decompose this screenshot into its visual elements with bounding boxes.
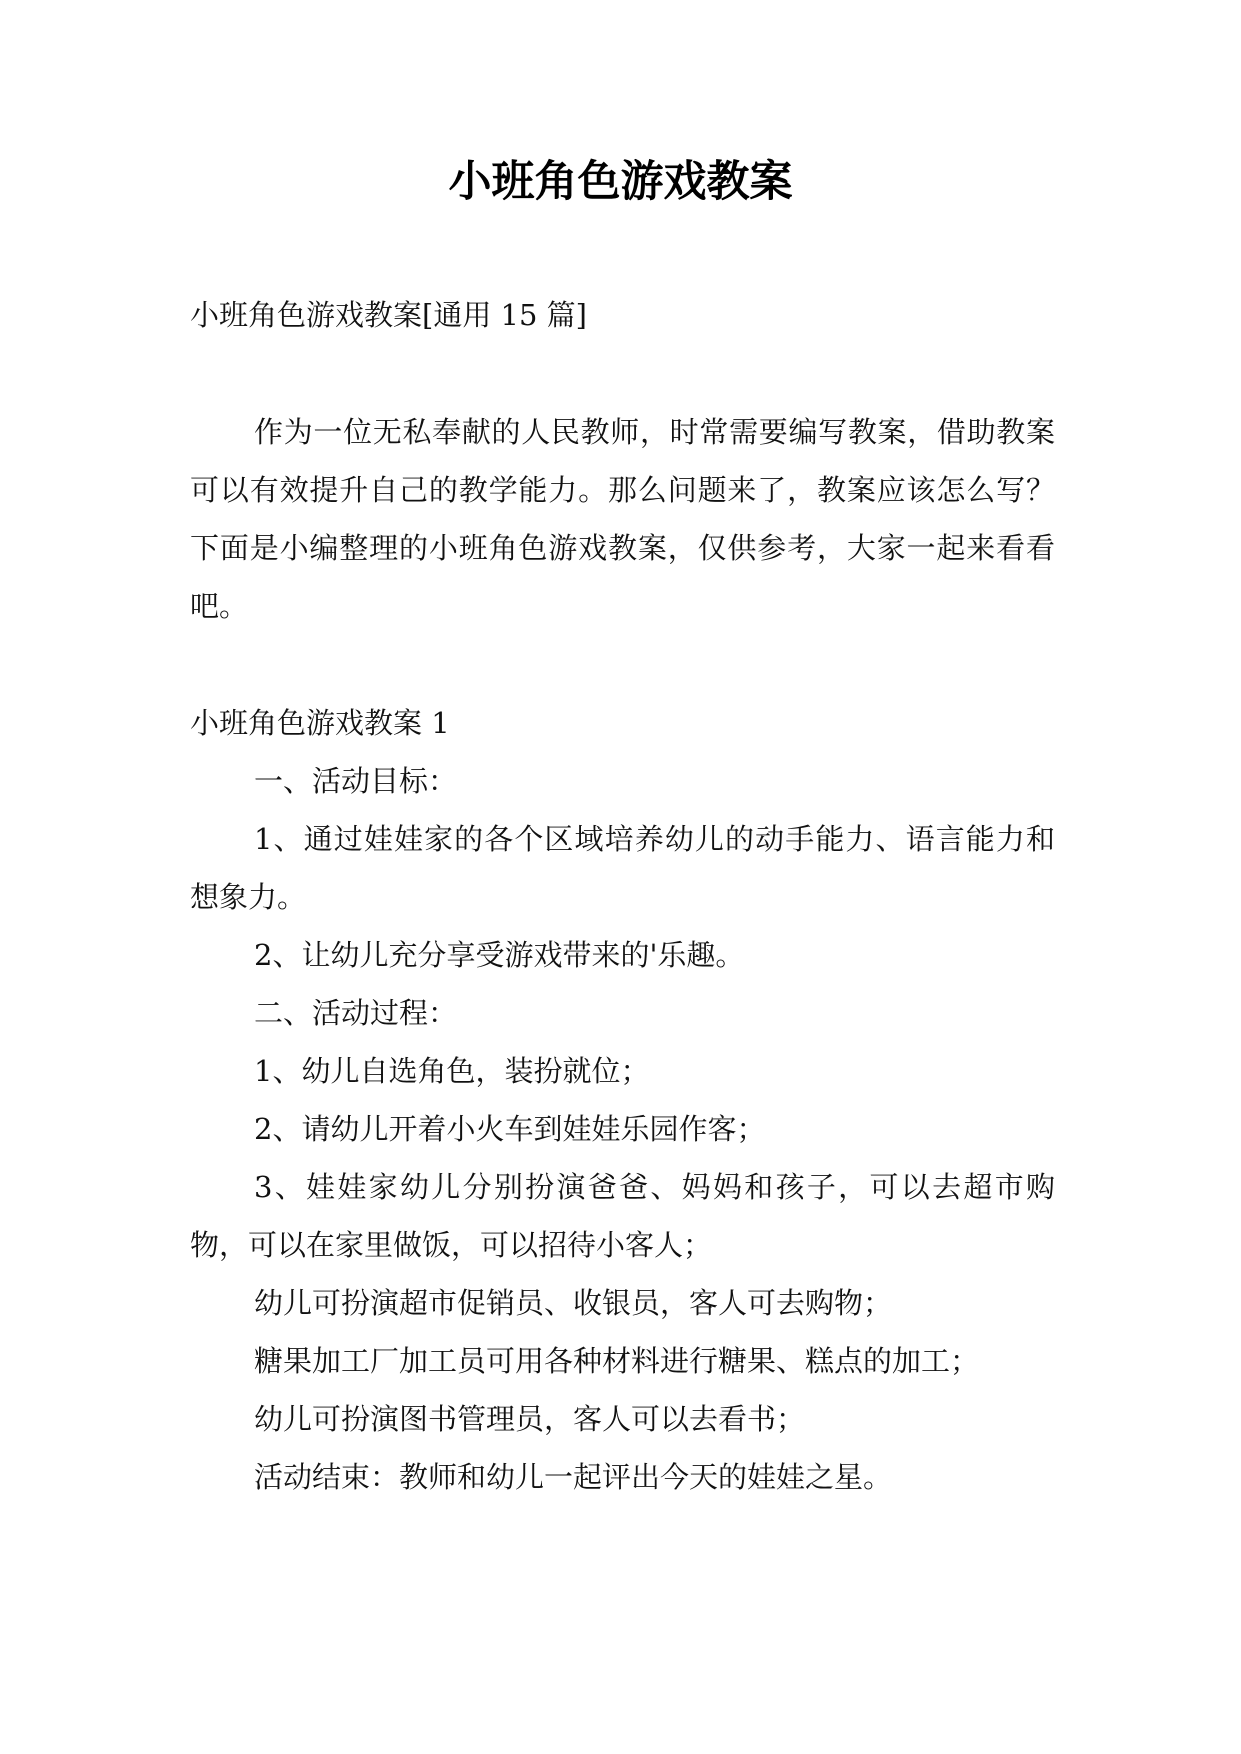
activity-process-heading: 二、活动过程： — [254, 996, 458, 1030]
process-supermarket: 幼儿可扮演超市促销员、收银员，客人可去购物； — [254, 1286, 893, 1320]
process-candy-factory: 糖果加工厂加工员可用各种材料进行糖果、糕点的加工； — [254, 1344, 980, 1378]
activity-goal-heading: 一、活动目标： — [254, 764, 458, 798]
document-subtitle: 小班角色游戏教案[通用 15 篇] — [190, 298, 587, 332]
process-item-1: 1、幼儿自选角色，装扮就位； — [254, 1054, 650, 1088]
activity-conclusion: 活动结束：教师和幼儿一起评出今天的娃娃之星。 — [254, 1460, 893, 1494]
lesson-section — [190, 694, 1055, 1506]
goal-item-1: 1、通过娃娃家的各个区域培养幼儿的动手能力、语言能力和想象力。 — [190, 822, 1055, 914]
process-library: 幼儿可扮演图书管理员，客人可以去看书； — [254, 1402, 806, 1436]
section-heading: 小班角色游戏教案 1 — [190, 706, 450, 740]
process-item-3: 3、娃娃家幼儿分别扮演爸爸、妈妈和孩子，可以去超市购物，可以在家里做饭，可以招待小客人； — [190, 1170, 1055, 1262]
goal-item-2: 2、让幼儿充分享受游戏带来的'乐趣。 — [254, 938, 745, 972]
process-item-2: 2、请幼儿开着小火车到娃娃乐园作客； — [254, 1112, 766, 1146]
intro-paragraph: 作为一位无私奉献的人民教师，时常需要编写教案，借助教案可以有效提升自己的教学能力。那么问题来了，教案应该怎么写？下面是小编整理的小班角色游戏教案，仅供参考，大家一起来看看吧。 — [190, 415, 1055, 623]
document-title: 小班角色游戏教案 — [448, 157, 793, 207]
